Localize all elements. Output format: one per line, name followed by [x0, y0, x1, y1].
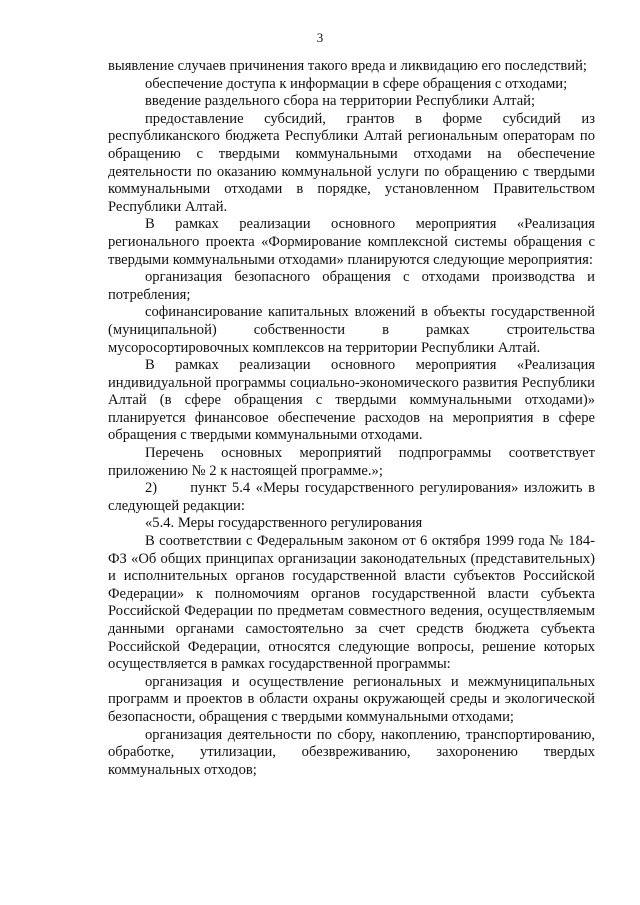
page-number: 3 — [316, 30, 324, 45]
paragraph: Перечень основных мероприятий подпрограммы соответствует приложению № 2 к настоящей программе.»; — [108, 445, 595, 479]
document-body — [108, 58, 599, 779]
paragraph: В рамках реализации основного мероприятия «Реализация регионального проекта «Формирование комплексной системы обращения с твердыми коммунальными отходами» планируются следующие мероприятия: — [108, 216, 595, 268]
paragraph: организация и осуществление региональных и межмуниципальных программ и проектов в области охраны окружающей среды и экологической безопасности, обращения с твердыми коммунальными отходами; — [108, 673, 595, 725]
paragraph: софинансирование капитальных вложений в объекты государственной (муниципальной) собственности в рамках строительства мусоросортировочных комплексов на территории Республики Алтай. — [108, 304, 595, 356]
paragraph: предоставление субсидий, грантов в форме субсидий из республиканского бюджета Республики Алтай региональным операторам по обращению с твердыми коммунальными отходами на обеспечение деятельности по оказанию коммунальной услуги по обращению с твердыми коммунальными отходами в порядке, установленном Правительством Республики Алтай. — [108, 110, 595, 215]
paragraph: В соответствии с Федеральным законом от 6 октября 1999 года № 184-ФЗ «Об общих принципах организации законодательных (представительных) и исполнительных органов государственной власти субъектов Российской Федерации» к полномочиям органов государственной власти субъекта Российской Федерации по предметам совместного ведения, осуществляемым данными органами самостоятельно за счет средств бюджета субъекта Российской Федерации, относятся следующие вопросы, решение которых осуществляется в рамках государственной программы: — [108, 533, 595, 673]
paragraph: введение раздельного сбора на территории Республики Алтай; — [145, 93, 536, 110]
paragraph: организация деятельности по сбору, накоплению, транспортированию, обработке, утилизации, обезвреживанию, захоронению твердых коммунальных отходов; — [108, 726, 595, 778]
paragraph: обеспечение доступа к информации в сфере обращения с отходами; — [145, 75, 568, 92]
paragraph: организация безопасного обращения с отходами производства и потребления; — [108, 269, 595, 303]
section-heading: «5.4. Меры государственного регулирования — [145, 515, 423, 532]
paragraph: выявление случаев причинения такого вреда и ликвидацию его последствий; — [108, 58, 587, 74]
paragraph: В рамках реализации основного мероприятия «Реализация индивидуальной программы социально-экономического развития Республики Алтай (в сфере обращения с твердыми коммунальными отходами)» планируется финансовое обеспечение расходов на мероприятия в сфере обращения с твердыми коммунальными отходами. — [108, 357, 595, 444]
paragraph: 2) пункт 5.4 «Меры государственного регулирования» изложить в следующей редакции: — [108, 480, 599, 514]
